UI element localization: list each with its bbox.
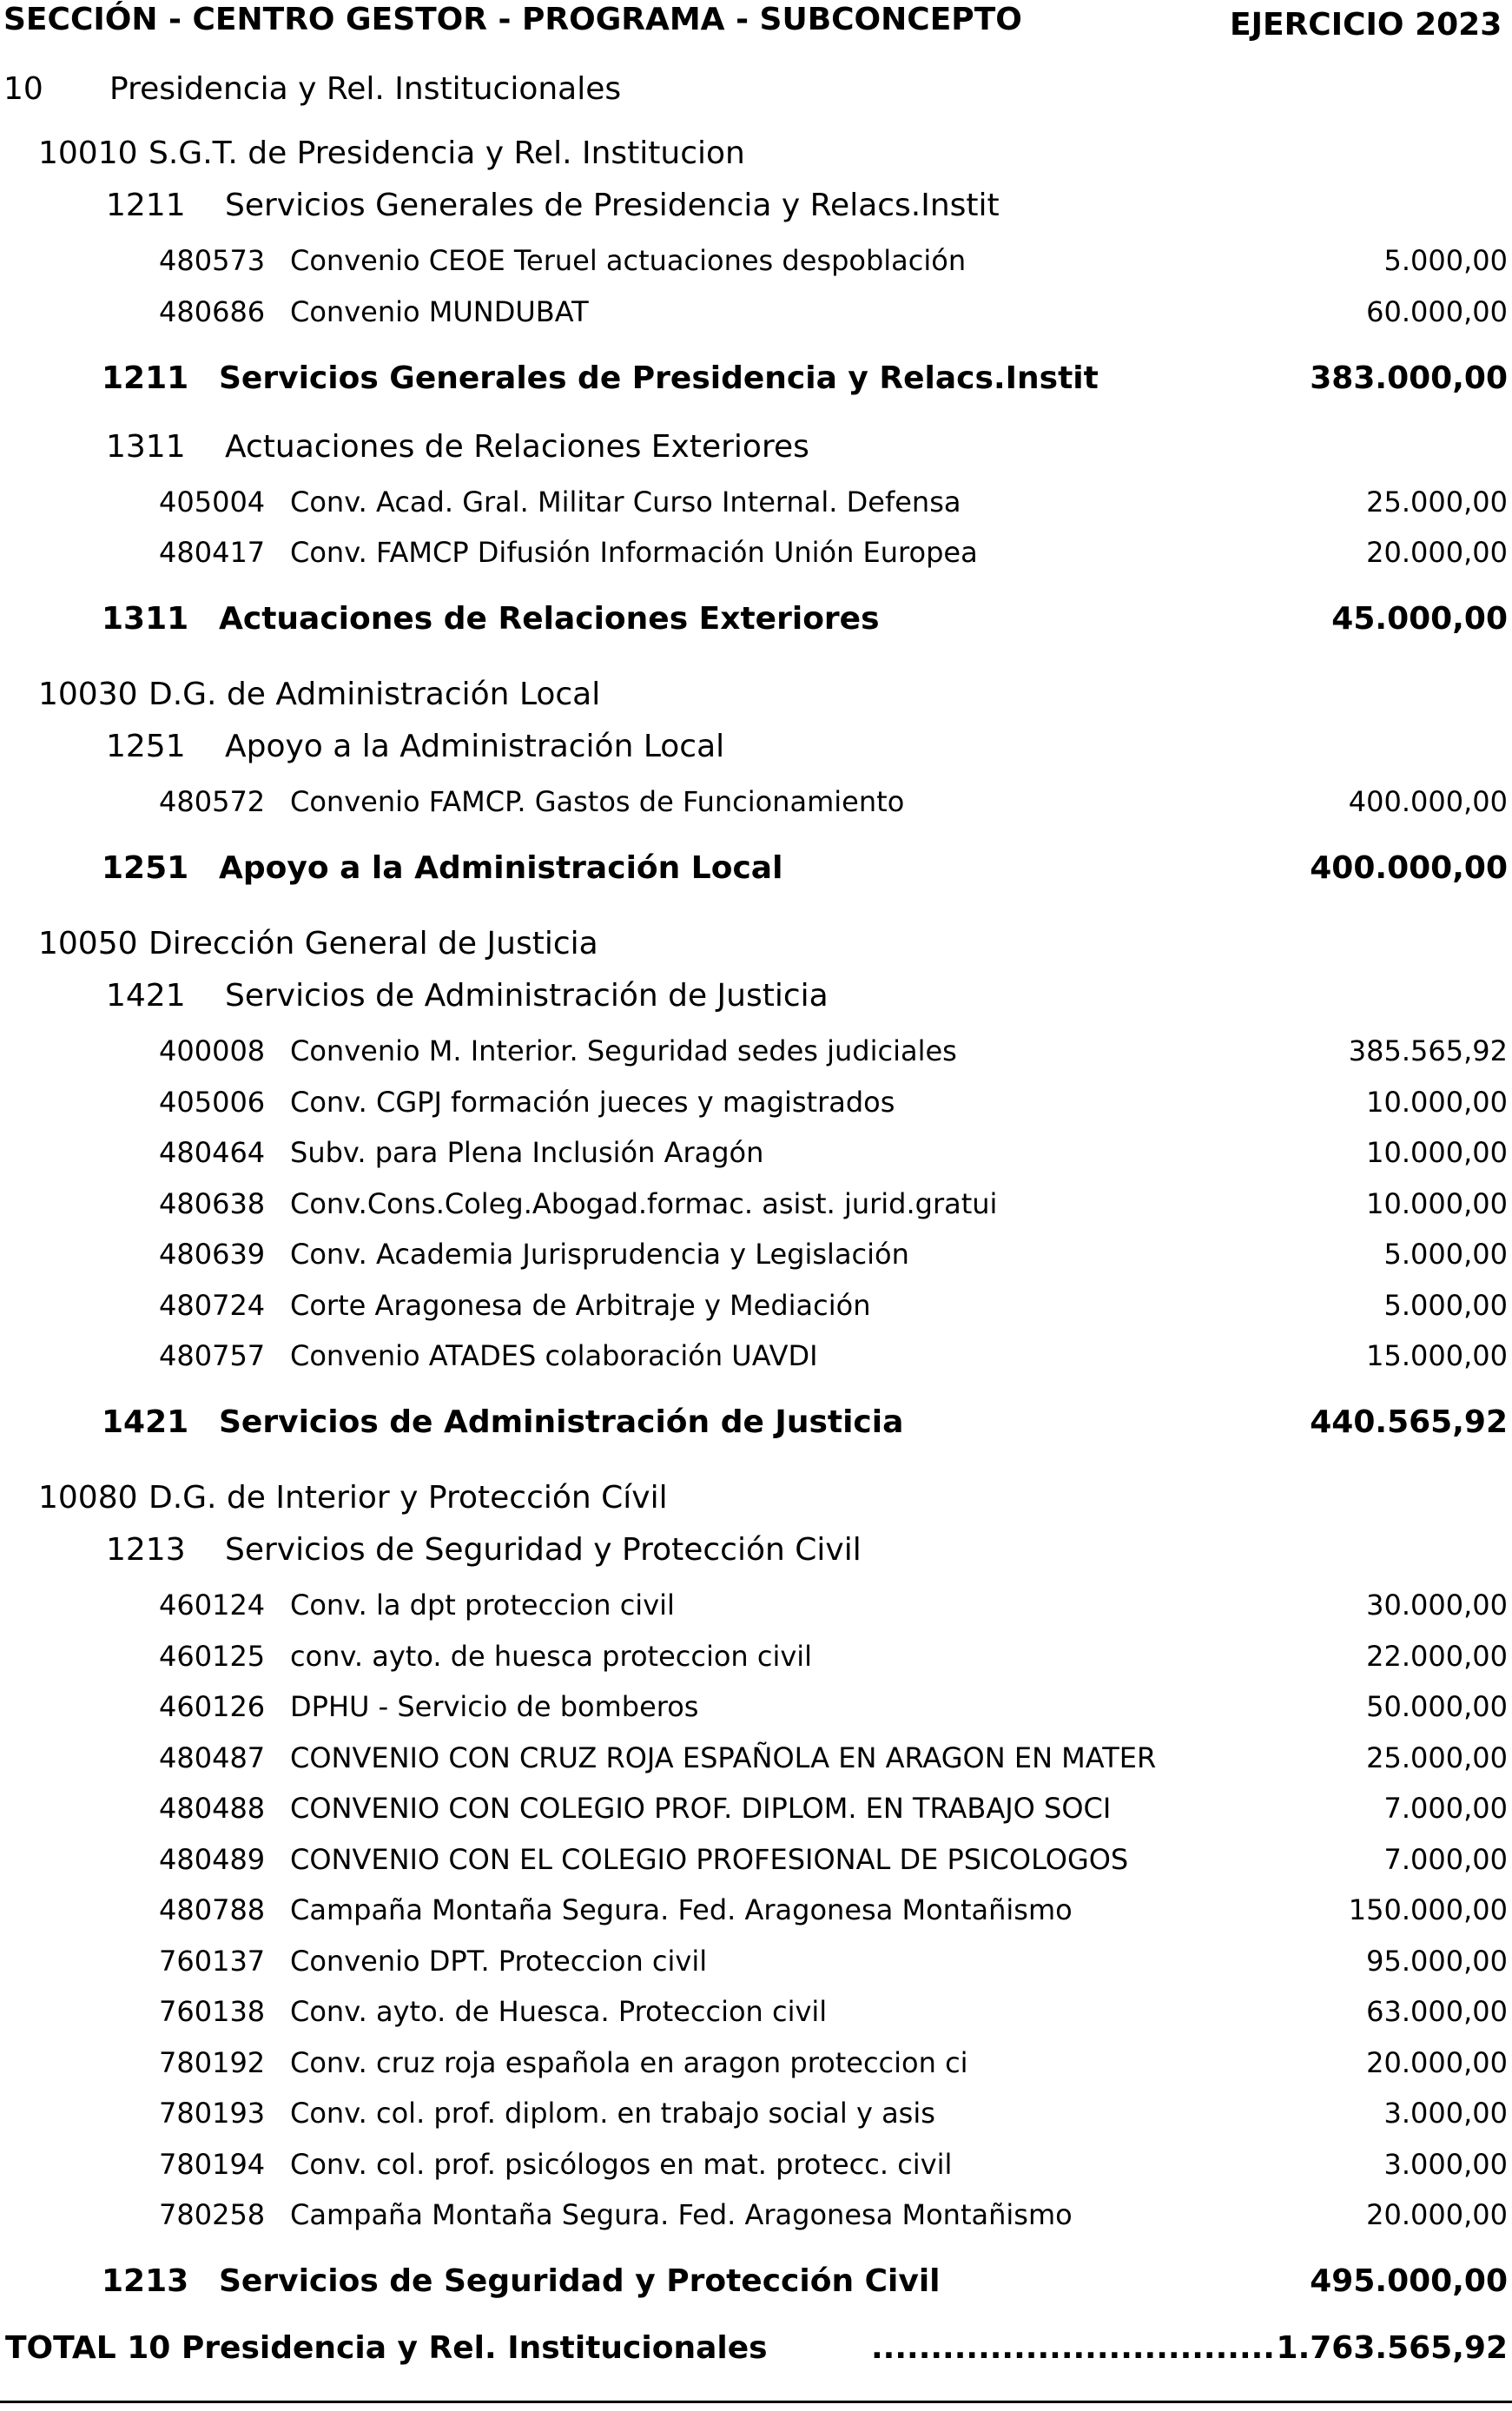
subconcepto-row (0, 1086, 1512, 1129)
subconcepto-row (0, 536, 1512, 579)
subconcepto-row (0, 1741, 1512, 1785)
subconcepto-desc: Subv. para Plena Inclusión Aragón (290, 1136, 764, 1169)
subconcepto-code: 480572 (159, 785, 266, 818)
subconcepto-row (0, 1945, 1512, 1988)
subconcepto-desc: Conv. FAMCP Difusión Información Unión Europea (290, 536, 978, 569)
subconcepto-amount: 385.565,92 (1348, 1034, 1508, 1067)
subconcepto-desc: Convenio CEOE Teruel actuaciones despoblación (290, 244, 967, 277)
centro-code: 10080 (38, 1480, 138, 1516)
subconcepto-desc: Conv. la dpt proteccion civil (290, 1589, 675, 1622)
programa-row (0, 729, 1512, 772)
subconcepto-row (0, 1640, 1512, 1683)
programa-name: Servicios Generales de Presidencia y Relacs.Instit (225, 188, 1000, 223)
subconcepto-row (0, 1289, 1512, 1332)
subconcepto-code: 480417 (159, 536, 266, 569)
subconcepto-amount: 7.000,00 (1383, 1842, 1508, 1876)
subconcepto-row (0, 1893, 1512, 1937)
subtotal-code: 1311 (102, 601, 189, 637)
subconcepto-row (0, 2046, 1512, 2090)
subconcepto-code: 480686 (159, 294, 266, 328)
subconcepto-code: 480487 (159, 1741, 266, 1774)
subconcepto-row (0, 1238, 1512, 1281)
programa-code: 1421 (106, 978, 186, 1014)
subconcepto-code: 760137 (159, 1944, 266, 1978)
programa-subtotal-row (0, 601, 1512, 644)
subconcepto-desc: Convenio M. Interior. Seguridad sedes judiciales (290, 1034, 957, 1067)
centro-code: 10050 (38, 926, 138, 961)
subconcepto-desc: CONVENIO CON EL COLEGIO PROFESIONAL DE PSICOLOGOS (290, 1842, 1129, 1876)
subconcepto-amount: 22.000,00 (1366, 1639, 1508, 1673)
subconcepto-amount: 20.000,00 (1366, 2045, 1508, 2079)
programa-code: 1213 (106, 1532, 186, 1568)
centro-code: 10030 (38, 677, 138, 712)
centro-gestor-row (0, 677, 1512, 720)
programa-code: 1311 (106, 428, 186, 465)
centro-name: Dirección General de Justicia (149, 926, 598, 961)
subconcepto-row (0, 244, 1512, 287)
centro-name: S.G.T. de Presidencia y Rel. Institucion (149, 135, 745, 171)
subconcepto-amount: 5.000,00 (1383, 1238, 1508, 1271)
subconcepto-code: 760138 (159, 1995, 266, 2028)
centro-name: D.G. de Administración Local (149, 677, 601, 712)
section-row (0, 71, 1512, 115)
subconcepto-row (0, 1136, 1512, 1179)
total-amount: 1.763.565,92 (1276, 2330, 1508, 2366)
subconcepto-code: 480639 (159, 1238, 266, 1271)
subconcepto-row (0, 1339, 1512, 1383)
centro-name: D.G. de Interior y Protección Cívil (149, 1480, 668, 1516)
total-row (0, 2330, 1512, 2374)
subconcepto-desc: CONVENIO CON COLEGIO PROF. DIPLOM. EN TRABAJO SOCI (290, 1792, 1112, 1825)
programa-row (0, 978, 1512, 1021)
subconcepto-amount: 10.000,00 (1366, 1085, 1508, 1119)
subtotal-code: 1211 (102, 360, 189, 396)
subconcepto-desc: Conv. Acad. Gral. Militar Curso Internal. Defensa (290, 485, 961, 519)
programa-code: 1251 (106, 729, 186, 764)
subtotal-amount: 45.000,00 (1331, 601, 1508, 637)
subconcepto-desc: Conv. col. prof. diplom. en trabajo social y asis (290, 2097, 935, 2130)
subconcepto-row (0, 785, 1512, 829)
subconcepto-amount: 60.000,00 (1366, 294, 1508, 328)
subconcepto-code: 460124 (159, 1589, 266, 1622)
subconcepto-row (0, 1792, 1512, 1835)
subconcepto-amount: 5.000,00 (1383, 1288, 1508, 1322)
subconcepto-desc: Conv. CGPJ formación jueces y magistrados (290, 1085, 895, 1119)
subconcepto-desc: Conv.Cons.Coleg.Abogad.formac. asist. jurid.gratui (290, 1186, 998, 1220)
subconcepto-code: 405006 (159, 1085, 266, 1119)
subconcepto-code: 780192 (159, 2045, 266, 2079)
header-exercise: EJERCICIO 2023 (1230, 7, 1502, 43)
subconcepto-amount: 63.000,00 (1366, 1995, 1508, 2028)
subconcepto-code: 480489 (159, 1842, 266, 1876)
programa-code: 1211 (106, 188, 186, 223)
subconcepto-code: 480488 (159, 1792, 266, 1825)
subconcepto-amount: 20.000,00 (1366, 536, 1508, 569)
subconcepto-code: 460126 (159, 1690, 266, 1723)
subtotal-name: Servicios Generales de Presidencia y Relacs.Instit (219, 360, 1099, 396)
subconcepto-row (0, 2198, 1512, 2242)
subtotal-amount: 440.565,92 (1310, 1404, 1508, 1440)
subconcepto-amount: 5.000,00 (1383, 244, 1508, 277)
subconcepto-amount: 3.000,00 (1383, 2097, 1508, 2130)
subconcepto-code: 480638 (159, 1186, 266, 1220)
subconcepto-desc: Corte Aragonesa de Arbitraje y Mediación (290, 1288, 871, 1322)
section-code: 10 (3, 71, 43, 107)
bottom-rule (0, 2401, 1512, 2403)
subconcepto-amount: 7.000,00 (1383, 1792, 1508, 1825)
programa-row (0, 429, 1512, 472)
subconcepto-amount: 20.000,00 (1366, 2198, 1508, 2231)
subconcepto-amount: 25.000,00 (1366, 1741, 1508, 1774)
programa-name: Servicios de Seguridad y Protección Civil (225, 1532, 862, 1568)
programa-name: Servicios de Administración de Justicia (225, 978, 829, 1014)
subconcepto-amount: 50.000,00 (1366, 1690, 1508, 1723)
subconcepto-desc: Campaña Montaña Segura. Fed. Aragonesa Montañismo (290, 1893, 1073, 1926)
subconcepto-desc: DPHU - Servicio de bomberos (290, 1690, 699, 1723)
subconcepto-code: 480573 (159, 244, 266, 277)
subconcepto-row (0, 486, 1512, 529)
programa-row (0, 188, 1512, 231)
subconcepto-desc: conv. ayto. de huesca proteccion civil (290, 1639, 813, 1673)
subconcepto-amount: 15.000,00 (1366, 1339, 1508, 1372)
programa-row (0, 1532, 1512, 1575)
subconcepto-desc: Convenio FAMCP. Gastos de Funcionamiento (290, 785, 905, 818)
subconcepto-desc: Conv. ayto. de Huesca. Proteccion civil (290, 1995, 828, 2028)
total-leader: .................................. (871, 2330, 1275, 2366)
subconcepto-amount: 25.000,00 (1366, 485, 1508, 519)
section-name: Presidencia y Rel. Institucionales (109, 71, 622, 107)
subtotal-amount: 383.000,00 (1310, 360, 1508, 396)
subconcepto-desc: Convenio ATADES colaboración UAVDI (290, 1339, 818, 1372)
subconcepto-desc: Convenio DPT. Proteccion civil (290, 1944, 708, 1978)
subconcepto-desc: Conv. cruz roja española en aragon proteccion ci (290, 2045, 968, 2079)
subconcepto-amount: 400.000,00 (1348, 785, 1508, 818)
programa-subtotal-row (0, 2263, 1512, 2307)
subconcepto-amount: 30.000,00 (1366, 1589, 1508, 1622)
subtotal-code: 1251 (102, 850, 189, 886)
programa-subtotal-row (0, 1404, 1512, 1448)
subtotal-name: Servicios de Seguridad y Protección Civil (219, 2263, 941, 2299)
centro-gestor-row (0, 135, 1512, 179)
subconcepto-amount: 3.000,00 (1383, 2147, 1508, 2181)
subconcepto-row (0, 1034, 1512, 1078)
subtotal-code: 1421 (102, 1404, 189, 1440)
subconcepto-row (0, 1589, 1512, 1632)
subconcepto-amount: 10.000,00 (1366, 1136, 1508, 1169)
subtotal-name: Actuaciones de Relaciones Exteriores (219, 601, 880, 637)
subconcepto-code: 480788 (159, 1893, 266, 1926)
centro-gestor-row (0, 1480, 1512, 1523)
programa-subtotal-row (0, 850, 1512, 894)
subconcepto-amount: 95.000,00 (1366, 1944, 1508, 1978)
subtotal-name: Servicios de Administración de Justicia (219, 1404, 904, 1440)
subconcepto-code: 480724 (159, 1288, 266, 1322)
subconcepto-code: 780194 (159, 2147, 266, 2181)
subconcepto-row (0, 2148, 1512, 2191)
subconcepto-code: 405004 (159, 485, 266, 519)
subconcepto-row (0, 1843, 1512, 1886)
subconcepto-amount: 150.000,00 (1348, 1893, 1508, 1926)
subconcepto-code: 460125 (159, 1639, 266, 1673)
programa-name: Actuaciones de Relaciones Exteriores (225, 428, 809, 465)
header-columns: SECCIÓN - CENTRO GESTOR - PROGRAMA - SUBCONCEPTO (3, 2, 1022, 37)
subconcepto-code: 780193 (159, 2097, 266, 2130)
subconcepto-desc: Campaña Montaña Segura. Fed. Aragonesa Montañismo (290, 2198, 1073, 2231)
subconcepto-row (0, 295, 1512, 339)
subconcepto-row (0, 2097, 1512, 2140)
programa-subtotal-row (0, 360, 1512, 404)
centro-gestor-row (0, 926, 1512, 969)
subconcepto-desc: Convenio MUNDUBAT (290, 294, 589, 328)
centro-code: 10010 (38, 135, 138, 171)
subconcepto-row (0, 1995, 1512, 2038)
subtotal-amount: 495.000,00 (1310, 2263, 1508, 2299)
programa-name: Apoyo a la Administración Local (225, 729, 725, 764)
subconcepto-row (0, 1690, 1512, 1734)
subconcepto-row (0, 1187, 1512, 1231)
total-label: TOTAL 10 Presidencia y Rel. Institucionales (5, 2330, 768, 2366)
subconcepto-desc: CONVENIO CON CRUZ ROJA ESPAÑOLA EN ARAGON EN MATER (290, 1741, 1157, 1774)
subtotal-amount: 400.000,00 (1310, 850, 1508, 886)
subconcepto-amount: 10.000,00 (1366, 1186, 1508, 1220)
subconcepto-code: 480464 (159, 1136, 266, 1169)
subconcepto-code: 480757 (159, 1339, 266, 1372)
subconcepto-code: 400008 (159, 1034, 266, 1067)
subtotal-name: Apoyo a la Administración Local (219, 850, 783, 886)
subconcepto-desc: Conv. Academia Jurisprudencia y Legislación (290, 1238, 909, 1271)
subtotal-code: 1213 (102, 2263, 189, 2299)
subconcepto-code: 780258 (159, 2198, 266, 2231)
subconcepto-desc: Conv. col. prof. psicólogos en mat. protecc. civil (290, 2147, 953, 2181)
